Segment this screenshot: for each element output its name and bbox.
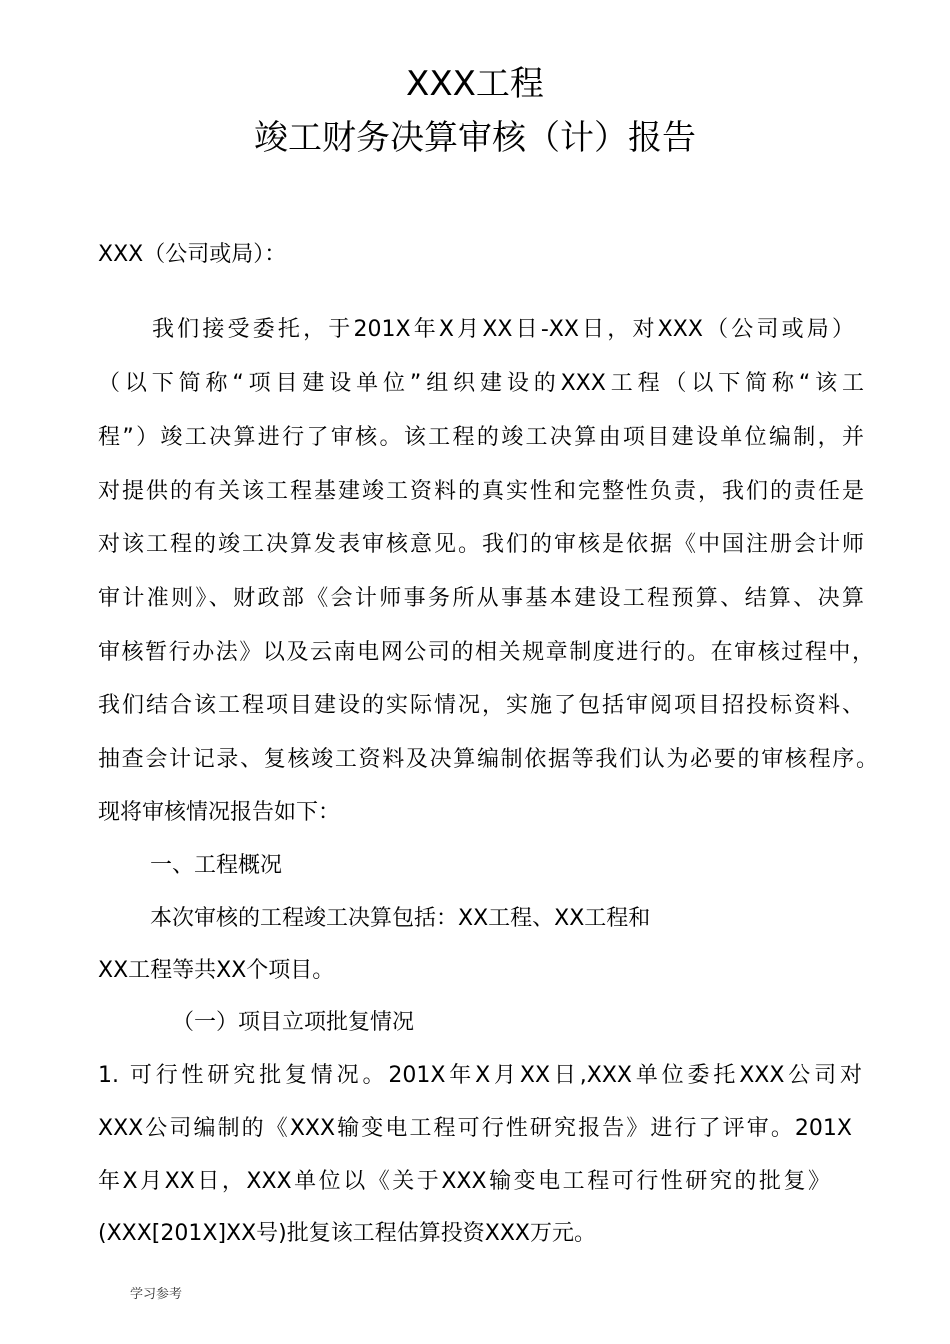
paragraph-line: 程”）竣工决算进行了审核。该工程的竣工决算由项目建设单位编制，并 [98,425,864,450]
paragraph-line: 审计准则》、财政部《会计师事务所从事基本建设工程预算、结算、决算 [98,586,864,611]
paragraph-line: 本次审核的工程竣工决算包括：XX工程、XX工程和 [150,906,651,931]
paragraph-line: 年X月XX日，XXX单位以《关于XXX输变电工程可行性研究的批复》 [98,1169,830,1194]
paragraph-line: 抽查会计记录、复核竣工资料及决算编制依据等我们认为必要的审核程序。 [98,747,878,772]
section-heading-overview: 一、工程概况 [150,853,283,878]
paragraph-line: 对提供的有关该工程基建竣工资料的真实性和完整性负责，我们的责任是 [98,479,864,504]
paragraph-line: XX工程等共XX个项目。 [98,958,335,983]
document-title-line-2: 竣工财务决算审核（计）报告 [254,118,696,158]
paragraph-line: （以下简称“项目建设单位”组织建设的XXX工程（以下简称“该工 [98,371,864,396]
paragraph-line: 我们结合该工程项目建设的实际情况，实施了包括审阅项目招投标资料、 [98,693,864,718]
paragraph-line: 1. 可行性研究批复情况。201X年X月XX日,XXX单位委托XXX公司对 [98,1063,862,1088]
paragraph-line: 我们接受委托，于201X年X月XX日-XX日，对XXX（公司或局） [152,317,854,342]
paragraph-line: (XXX[201X]XX号)批复该工程估算投资XXX万元。 [98,1221,596,1246]
document-title-line-1: XXX工程 [406,64,544,104]
salutation: XXX（公司或局）： [98,242,287,267]
paragraph-line: 审核暂行办法》以及云南电网公司的相关规章制度进行的。在审核过程中， [98,640,874,665]
paragraph-line: 对该工程的竣工决算发表审核意见。我们的审核是依据《中国注册会计师 [98,532,864,557]
paragraph-line: 现将审核情况报告如下： [98,800,341,825]
subsection-heading-approval: （一）项目立项批复情况 [172,1010,415,1035]
page-footer: 学习参考 [130,1287,183,1302]
paragraph-line: XXX公司编制的《XXX输变电工程可行性研究报告》进行了评审。201X [98,1116,852,1141]
